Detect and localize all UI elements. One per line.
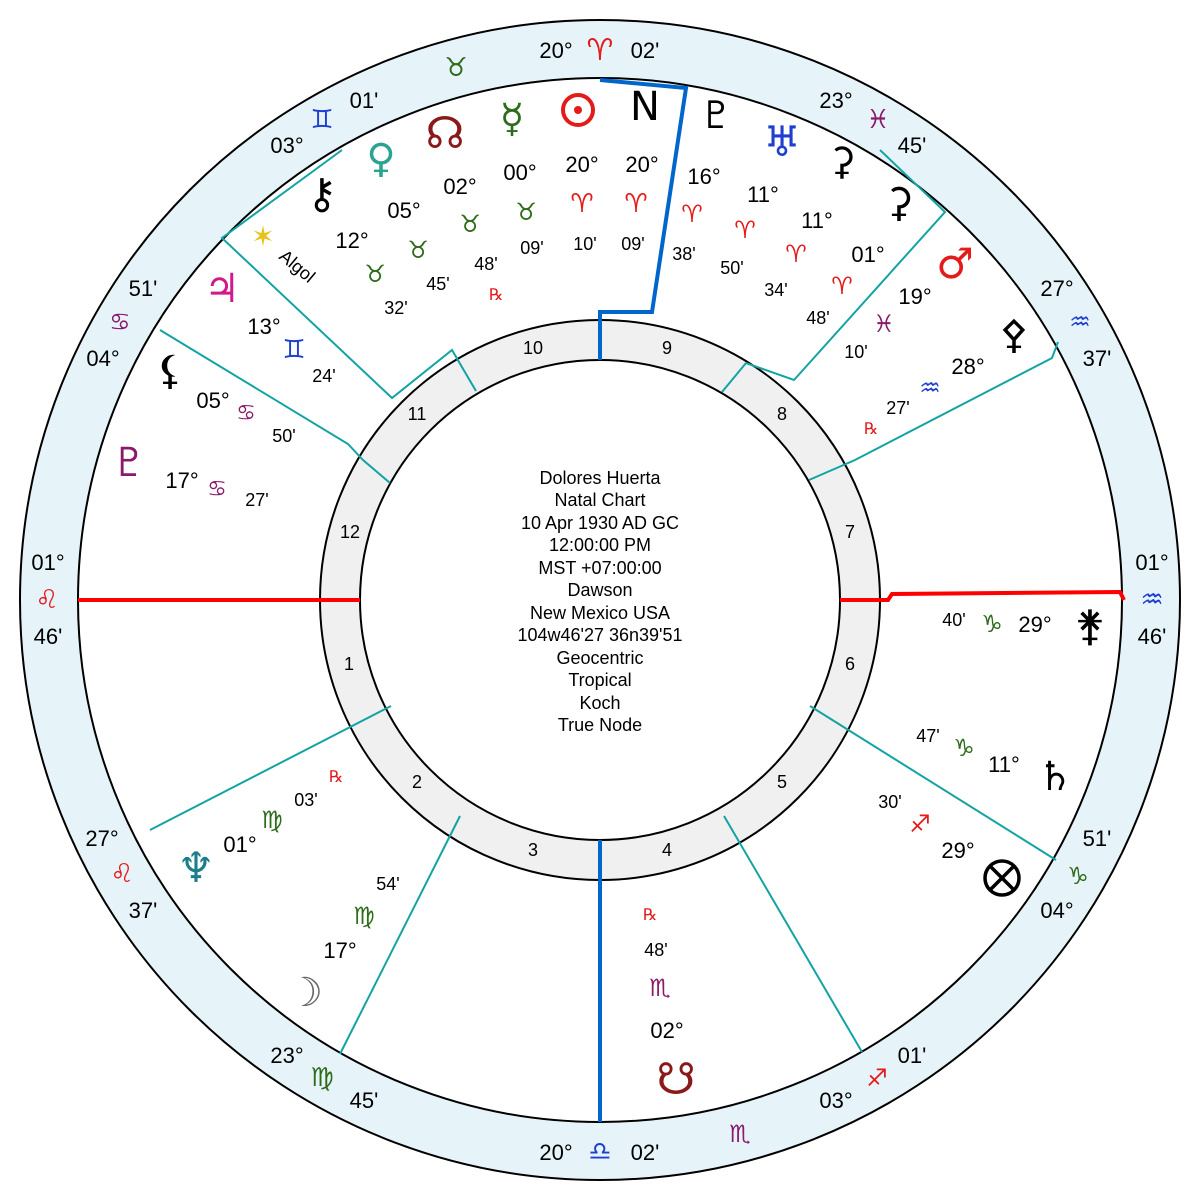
- mercury-icon: ☿: [499, 96, 525, 142]
- north-node-n-icon: N: [630, 84, 660, 130]
- chart-date: 10 Apr 1930 AD GC: [520, 513, 680, 533]
- moon-degree: 17°: [323, 938, 357, 963]
- neptune-retrograde: ℞: [328, 767, 344, 786]
- lilith-sign-icon: ♋: [236, 401, 256, 426]
- north-node-sign-icon: ♉: [459, 210, 481, 238]
- cusp5-degree: 03°: [819, 1088, 853, 1113]
- uranus-icon: ♅: [763, 117, 801, 166]
- leo-icon: ♌: [35, 585, 59, 615]
- venus-icon: ♀: [366, 136, 396, 182]
- pisces-icon: ♓: [866, 105, 890, 135]
- sagittarius-icon: ♐: [866, 1064, 888, 1092]
- node-n-sign-icon: ♈: [624, 189, 648, 219]
- juno-degree: 28°: [951, 354, 985, 379]
- cusp6-degree: 04°: [1040, 898, 1074, 923]
- chart-name: Dolores Huerta: [539, 468, 661, 488]
- aquarius-icon: ♒: [1140, 585, 1164, 615]
- cusp8-minute: 37': [1082, 346, 1112, 371]
- moon-sign-icon: ♍: [353, 902, 375, 930]
- cusp3-degree: 23°: [270, 1043, 304, 1068]
- fortune-degree: 29°: [941, 838, 975, 863]
- aries-icon: ♈: [586, 33, 614, 68]
- mars-minute: 10': [844, 342, 868, 362]
- mercury-degree: 00°: [503, 160, 537, 185]
- jupiter-minute: 24': [312, 366, 336, 386]
- pallas-degree: 01°: [851, 242, 885, 267]
- house-number-8: 8: [776, 404, 788, 424]
- mercury-minute: 09': [520, 238, 544, 258]
- fortune-minute: 30': [878, 792, 902, 812]
- pluto-icon: ♇: [111, 440, 147, 486]
- ceres-sign-icon: ♈: [785, 240, 807, 268]
- house-number-10: 10: [522, 338, 544, 358]
- house-number-5: 5: [776, 772, 788, 792]
- scorpio-icon-outer: ♏: [729, 1120, 751, 1148]
- moon-icon: ☽: [287, 970, 323, 1016]
- house-number-6: 6: [844, 654, 856, 674]
- vesta-icon: ⚵: [1074, 601, 1106, 650]
- uranus-sign-icon: ♈: [734, 216, 756, 244]
- cusp12-degree: 04°: [86, 346, 120, 371]
- dsc-minute: 46': [1137, 624, 1167, 649]
- chart-place: Dawson: [567, 580, 633, 600]
- cusp9-degree: 23°: [819, 88, 853, 113]
- house-number-7: 7: [844, 522, 856, 542]
- south-node-sign-icon: ♏: [649, 974, 671, 1002]
- libra-icon: ♎: [588, 1137, 612, 1167]
- uranus-minute: 50': [720, 258, 744, 278]
- cusp5-minute: 01': [897, 1043, 927, 1068]
- cancer-icon: ♋: [109, 308, 131, 336]
- sun-degree: 20°: [565, 152, 599, 177]
- ceres-icon: ⚳: [828, 139, 856, 183]
- neptune-sign-icon: ♍: [261, 806, 283, 834]
- juno-minute: 27': [886, 398, 910, 418]
- cusp11-degree: 03°: [270, 133, 304, 158]
- saturn-degree: 11°: [988, 752, 1020, 777]
- dsc-degree: 01°: [1135, 550, 1169, 575]
- neptune-icon: ♆: [177, 843, 215, 892]
- mc-degree: 20°: [539, 38, 573, 63]
- chiron-minute: 32': [384, 298, 408, 318]
- vesta-minute: 40': [942, 610, 966, 630]
- mars-icon: ♂: [936, 239, 974, 288]
- north-node-retrograde: ℞: [488, 285, 504, 304]
- chart-region: New Mexico USA: [529, 603, 671, 623]
- juno-sign-icon: ♒: [919, 374, 941, 402]
- chart-type: Natal Chart: [554, 490, 646, 510]
- mc-minute: 02': [630, 38, 660, 63]
- juno-retrograde: ℞: [863, 419, 879, 438]
- persephone-sign-icon: ♈: [681, 200, 703, 228]
- persephone-icon: ♇: [698, 93, 734, 137]
- chart-system-geo: Geocentric: [556, 648, 644, 668]
- pluto-sign-icon: ♋: [207, 477, 227, 502]
- pluto-minute: 27': [245, 490, 269, 510]
- uranus-degree: 11°: [747, 182, 779, 207]
- fortune-sign-icon: ♐: [909, 810, 931, 838]
- saturn-minute: 47': [916, 726, 940, 746]
- chiron-degree: 12°: [335, 228, 369, 253]
- ic-minute: 02': [630, 1140, 660, 1165]
- lilith-icon: ⚸: [155, 348, 185, 394]
- south-node-retrograde: ℞: [642, 905, 658, 924]
- sun-sign-icon: ♈: [570, 189, 594, 219]
- chart-zone: MST +07:00:00: [538, 558, 662, 578]
- cusp11-minute: 01': [349, 88, 379, 113]
- ic-degree: 20°: [539, 1140, 573, 1165]
- cusp12-minute: 51': [128, 276, 158, 301]
- south-node-degree: 02°: [650, 1018, 684, 1043]
- mars-sign-icon: ♓: [873, 310, 895, 338]
- neptune-minute: 03': [294, 790, 318, 810]
- jupiter-degree: 13°: [247, 314, 281, 339]
- cusp2-minute: 37': [128, 898, 158, 923]
- house-ring-inner: [360, 360, 840, 840]
- virgo-icon: ♍: [310, 1063, 334, 1093]
- pallas-icon: ⚳: [884, 180, 914, 226]
- node-n-minute: 09': [621, 234, 645, 254]
- asc-minute: 46': [33, 624, 63, 649]
- house-number-3: 3: [527, 840, 539, 860]
- chart-system-zodiac: Tropical: [568, 670, 632, 690]
- node-n-degree: 20°: [625, 152, 659, 177]
- capricorn-icon: ♑: [1067, 862, 1089, 890]
- gemini-icon: ♊: [310, 105, 334, 135]
- chart-time: 12:00:00 PM: [548, 535, 652, 555]
- house-number-4: 4: [661, 840, 673, 860]
- vesta-sign-icon: ♑: [981, 610, 1003, 638]
- lilith-degree: 05°: [196, 388, 230, 413]
- saturn-icon: ♄: [1037, 754, 1073, 800]
- mercury-sign-icon: ♉: [515, 198, 537, 226]
- persephone-degree: 16°: [687, 164, 721, 189]
- chart-house-system: Koch: [579, 693, 621, 713]
- jupiter-icon: ♃: [204, 266, 240, 312]
- neptune-degree: 01°: [223, 832, 257, 857]
- persephone-minute: 38': [672, 244, 696, 264]
- north-node-icon: ☊: [425, 108, 465, 159]
- sun-minute: 10': [573, 234, 597, 254]
- north-node-degree: 02°: [443, 174, 477, 199]
- taurus-icon: ♉: [444, 53, 468, 83]
- aquarius-icon-2: ♒: [1069, 308, 1091, 336]
- lilith-minute: 50': [272, 426, 296, 446]
- house-number-11: 11: [407, 404, 427, 424]
- house-number-1: 1: [343, 654, 355, 674]
- vesta-degree: 29°: [1018, 612, 1052, 637]
- pallas-minute: 48': [806, 308, 830, 328]
- leo-icon-2: ♌: [110, 859, 134, 889]
- south-node-icon: ☋: [656, 1054, 696, 1105]
- mars-degree: 19°: [898, 284, 932, 309]
- north-node-minute: 48': [474, 254, 498, 274]
- venus-sign-icon: ♉: [407, 236, 429, 264]
- jupiter-sign-icon: ♊: [282, 335, 306, 365]
- house-number-9: 9: [661, 338, 673, 358]
- asc-degree: 01°: [31, 550, 65, 575]
- south-node-minute: 48': [644, 940, 668, 960]
- house-number-2: 2: [411, 772, 423, 792]
- cusp9-minute: 45': [897, 133, 927, 158]
- cusp2-degree: 27°: [85, 826, 119, 851]
- ceres-minute: 34': [764, 280, 788, 300]
- moon-minute: 54': [376, 874, 400, 894]
- venus-minute: 45': [426, 274, 450, 294]
- chiron-sign-icon: ♉: [364, 260, 386, 288]
- chart-node-type: True Node: [557, 715, 643, 735]
- juno-icon: ⚴: [999, 312, 1029, 358]
- cusp3-minute: 45': [349, 1088, 379, 1113]
- algol-star-icon: ✶: [251, 220, 275, 253]
- algol-label: Algol: [275, 245, 319, 287]
- pluto-degree: 17°: [165, 468, 199, 493]
- chiron-icon: ⚷: [306, 169, 338, 218]
- cusp8-degree: 27°: [1040, 276, 1074, 301]
- cusp6-minute: 51': [1082, 826, 1112, 851]
- pallas-sign-icon: ♈: [831, 272, 853, 300]
- ceres-degree: 11°: [801, 208, 833, 233]
- house-number-12: 12: [339, 522, 361, 542]
- venus-degree: 05°: [387, 198, 421, 223]
- saturn-sign-icon: ♑: [953, 734, 975, 762]
- chart-coords: 104w46'27 36n39'51: [517, 625, 683, 645]
